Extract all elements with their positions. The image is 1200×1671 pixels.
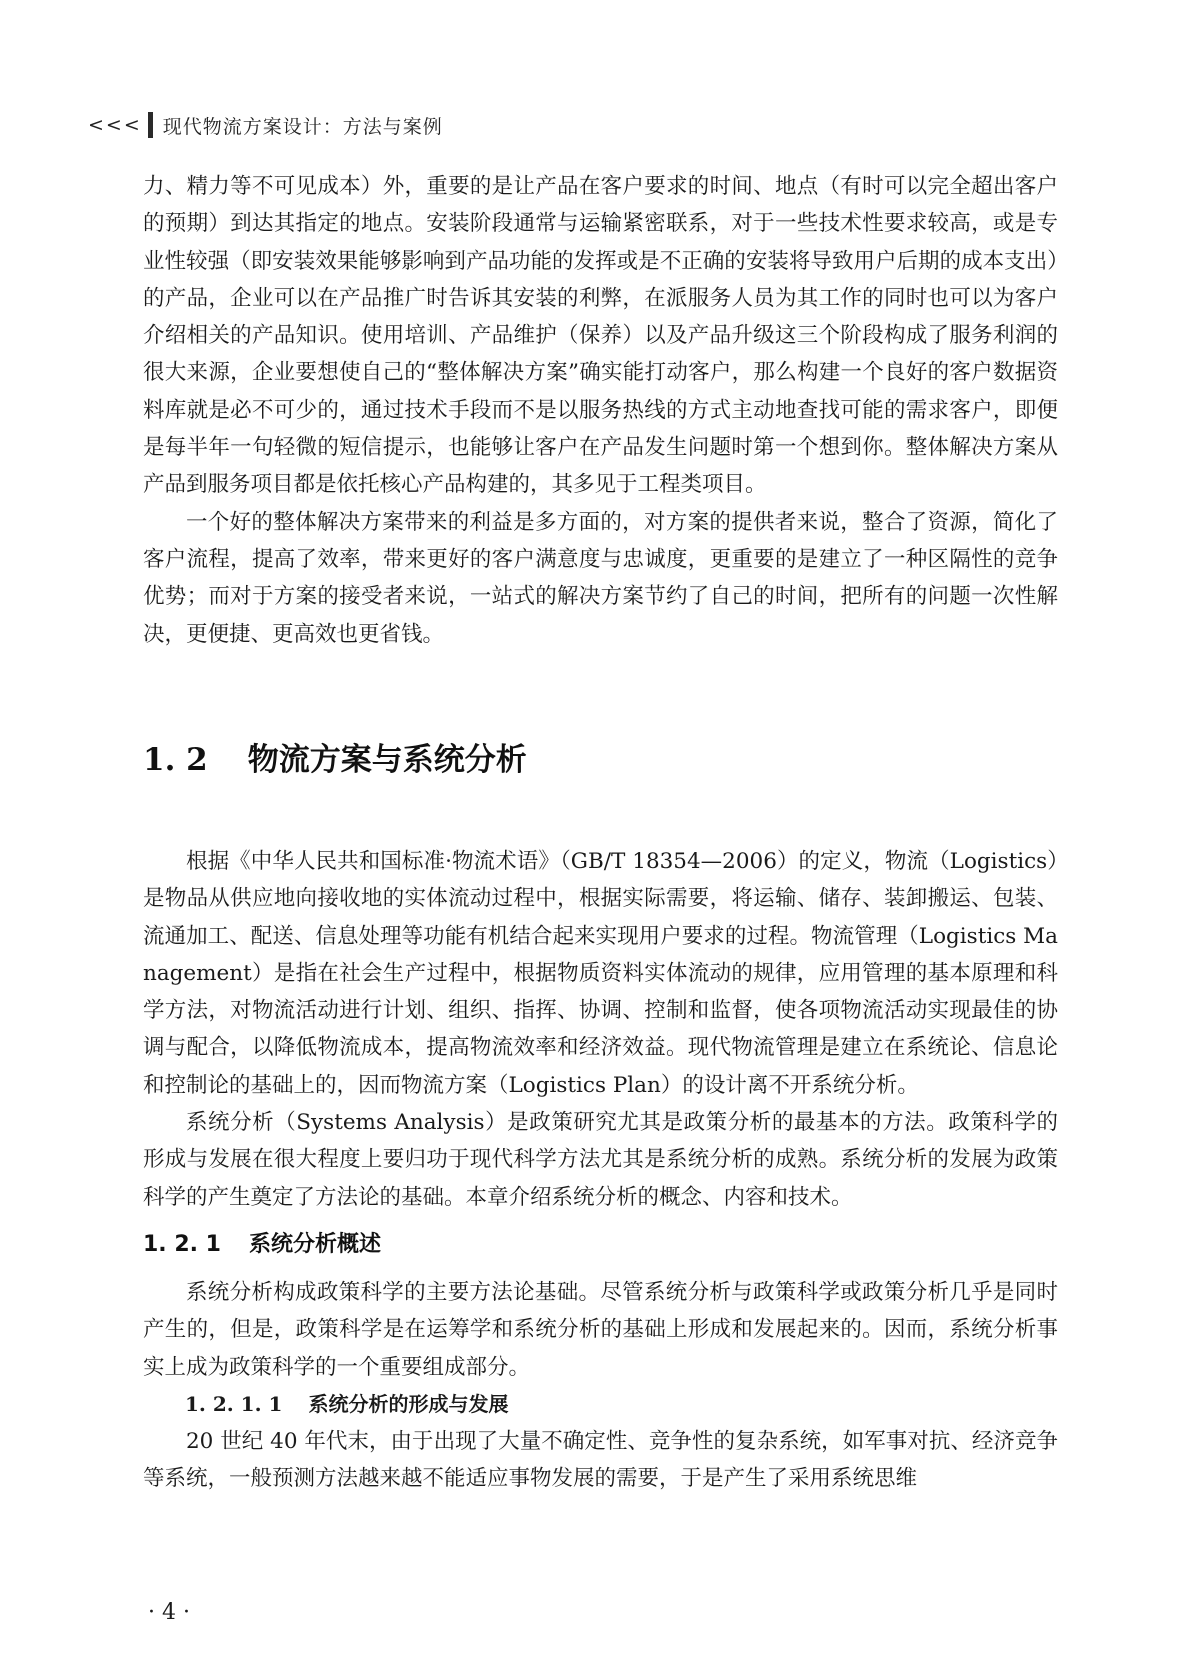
header-book-title: 现代物流方案设计：方法与案例	[162, 115, 443, 138]
section-number: 1. 2	[143, 742, 208, 778]
header-chevrons: <<<	[88, 114, 142, 136]
paragraph: 系统分析构成政策科学的主要方法论基础。尽管系统分析与政策科学或政策分析几乎是同时产生的，但是，政策科学是在运筹学和系统分析的基础上形成和发展起来的。因而，系统分析事实上成为政策科学的一个重要组成部分。	[143, 1279, 1058, 1380]
section-1-2-body	[143, 843, 1058, 1497]
paragraph: 系统分析（Systems Analysis）是政策研究尤其是政策分析的最基本的方法。政策科学的形成与发展在很大程度上要归功于现代科学方法尤其是系统分析的成熟。系统分析的发展为政策科学的产生奠定了方法论的基础。本章介绍系统分析的概念、内容和技术。	[143, 1110, 1058, 1210]
section-title: 物流方案与系统分析	[247, 742, 527, 778]
section-heading-1-2	[143, 740, 527, 780]
subsubsection-heading-1-2-1-1	[143, 1386, 1058, 1423]
paragraph-continued: 力、精力等不可见成本）外，重要的是让产品在客户要求的时间、地点（有时可以完全超出客户的预期）到达其指定的地点。安装阶段通常与运输紧密联系，对于一些技术性要求较高，或是专业性较强（即安装效果能够影响到产品功能的发挥或是不正确的安装将导致用户后期的成本支出）的产品，企业可以在产品推广时告诉其安装的利弊，在派服务人员为其工作的同时也可以为客户介绍相关的产品知识。使用培训、产品维护（保养）以及产品升级这三个阶段构成了服务利润的很大来源，企业要想使自己的“整体解决方案”确实能打动客户，那么构建一个良好的客户数据资料库就是必不可少的，通过技术手段而不是以服务热线的方式主动地查找可能的需求客户，即便是每半年一句轻微的短信提示，也能够让客户在产品发生问题时第一个想到你。整体解决方案从产品到服务项目都是依托核心产品构建的，其多见于工程类项目。	[143, 174, 1058, 498]
section-1-1-tail	[143, 168, 1058, 653]
paragraph: 20 世纪 40 年代末，由于出现了大量不确定性、竞争性的复杂系统，如军事对抗、经济竞争等系统，一般预测方法越来越不能适应事物发展的需要，于是产生了采用系统思维	[143, 1428, 1058, 1492]
subsubsection-number: 1. 2. 1. 1	[185, 1391, 283, 1416]
header-divider-bar	[148, 112, 153, 138]
page-number: · 4 ·	[148, 1600, 190, 1625]
subsection-number: 1. 2. 1	[143, 1231, 221, 1257]
subsection-heading-1-2-1	[143, 1230, 1058, 1260]
subsection-title: 系统分析概述	[248, 1231, 381, 1257]
running-header	[88, 110, 443, 140]
paragraph: 一个好的整体解决方案带来的利益是多方面的，对方案的提供者来说，整合了资源，简化了客户流程，提高了效率，带来更好的客户满意度与忠诚度，更重要的是建立了一种区隔性的竞争优势；而对于方案的接受者来说，一站式的解决方案节约了自己的时间，把所有的问题一次性解决，更便捷、更高效也更省钱。	[143, 509, 1058, 647]
paragraph: 根据《中华人民共和国标准·物流术语》（GB/T 18354—2006）的定义，物流（Logistics）是物品从供应地向接收地的实体流动过程中，根据实际需要，将运输、储存、装卸搬运、包装、流通加工、配送、信息处理等功能有机结合起来实现用户要求的过程。物流管理（Logistics Management）是指在社会生产过程中，根据物质资料实体流动的规律，应用管理的基本原理和科学方法，对物流活动进行计划、组织、指挥、协调、控制和监督，使各项物流活动实现最佳的协调与配合，以降低物流成本，提高物流效率和经济效益。现代物流管理是建立在系统论、信息论和控制论的基础上的，因而物流方案（Logistics Plan）的设计离不开系统分析。	[143, 849, 1058, 1098]
subsubsection-title: 系统分析的形成与发展	[308, 1391, 509, 1416]
